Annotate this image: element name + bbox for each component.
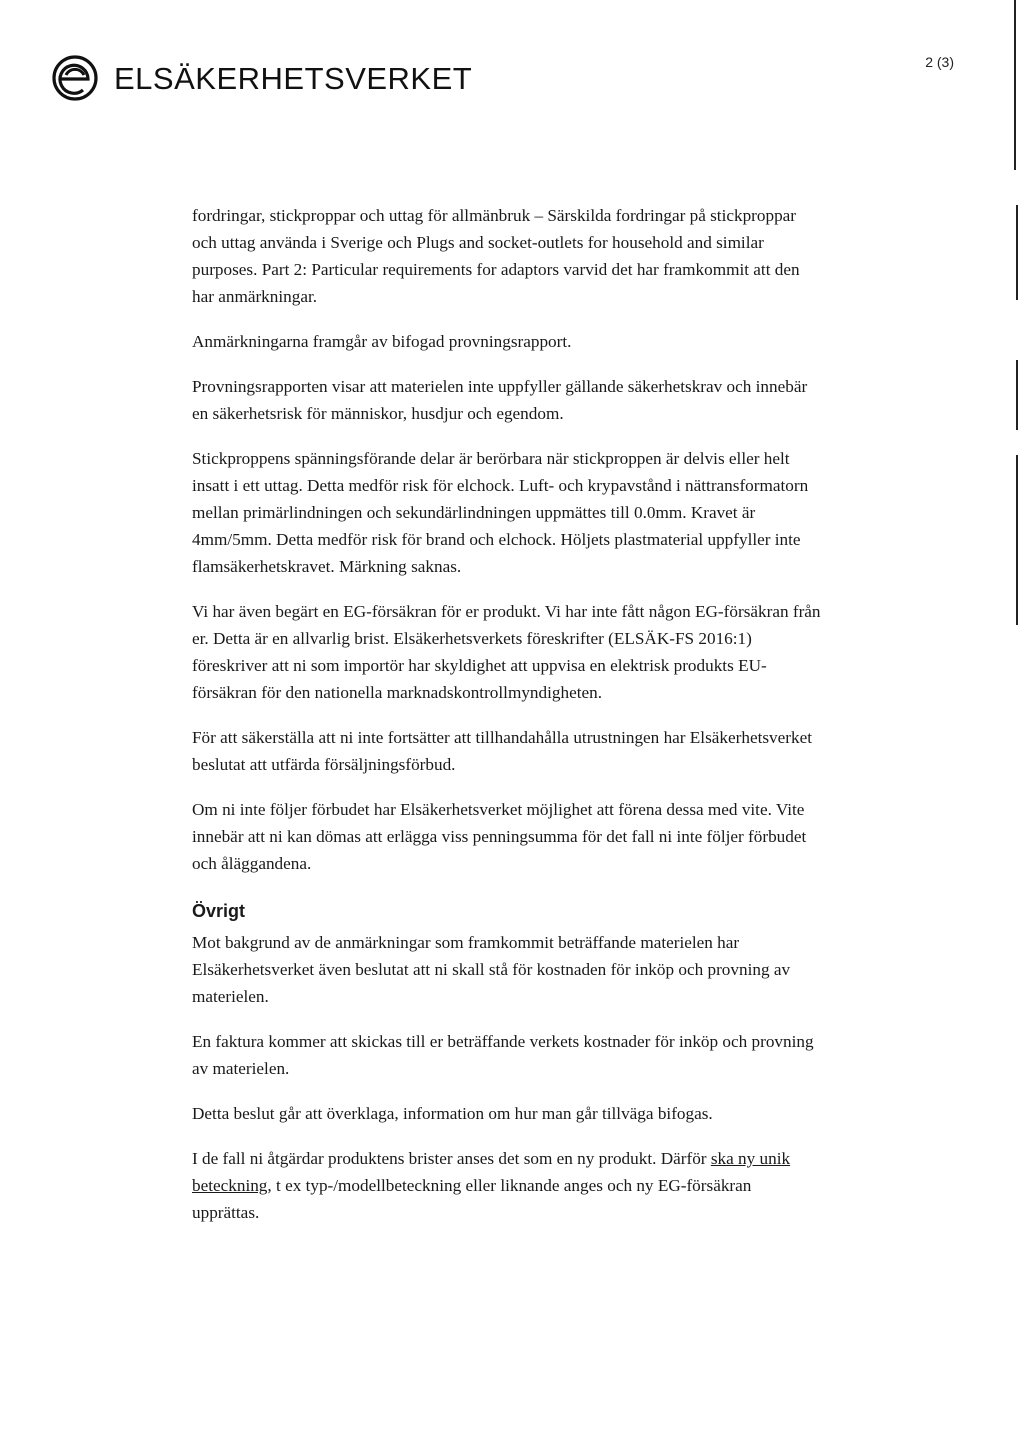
scan-edge-line: [1016, 360, 1018, 430]
paragraph: Anmärkningarna framgår av bifogad provningsrapport.: [192, 332, 572, 351]
page-number: 2 (3): [925, 54, 954, 70]
paragraph: Stickproppens spänningsförande delar är berörbara när stickproppen är delvis eller helt insatt i ett uttag. Detta medför risk för elchock. Luft- och krypavstånd i nättransformatorn mellan primärlindningen och sekundärlindningen uppmättes till 0.0mm. Kravet är 4mm/5mm. Detta medför risk för brand och elchock. Höljets plastmaterial uppfyller inte flamsäkerhetskravet. Märkning saknas.: [192, 449, 809, 576]
elsakerhetsverket-logo-icon: [50, 53, 100, 103]
paragraph: Provningsrapporten visar att materielen inte uppfyller gällande säkerhetskrav och innebär en säkerhetsrisk för människor, husdjur och egendom.: [192, 377, 808, 423]
scan-edge-line: [1014, 0, 1016, 170]
letter-body: [192, 202, 822, 1244]
text-run: , t ex typ-/modellbeteckning eller liknande anges och ny EG-försäkran upprättas.: [192, 1176, 752, 1222]
paragraph: För att säkerställa att ni inte fortsätter att tillhandahålla utrustningen har Elsäkerhetsverket beslutat att utfärda försäljningsförbud.: [192, 728, 812, 774]
paragraph: Detta beslut går att överklaga, information om hur man går tillväga bifogas.: [192, 1104, 713, 1123]
document-header: [50, 52, 472, 104]
paragraph: Mot bakgrund av de anmärkningar som framkommit beträffande materielen har Elsäkerhetsverket även beslutat att ni skall stå för kostnaden för inköp och provning av materielen.: [192, 933, 791, 1006]
scan-edge-line: [1016, 205, 1018, 300]
paragraph: Vi har även begärt en EG-försäkran för er produkt. Vi har inte fått någon EG-försäkran från er. Detta är en allvarlig brist. Elsäkerhetsverkets föreskrifter (ELSÄK-FS 2016:1) föreskriver att ni som importör har skyldighet att uppvisa en elektrisk produkts EU-försäkran för den nationella marknadskontrollmyndigheten.: [192, 602, 821, 702]
organization-name: ELSÄKERHETSVERKET: [114, 60, 473, 96]
scan-edge-line: [1016, 455, 1018, 625]
underlined-text: ska ny unik beteckning: [192, 1149, 791, 1195]
section-heading: Övrigt: [192, 901, 246, 921]
paragraph: Om ni inte följer förbudet har Elsäkerhetsverket möjlighet att förena dessa med vite. Vite innebär att ni kan dömas att erlägga viss penningsumma för det fall ni inte följer förbudet och åläggandena.: [192, 800, 807, 873]
paragraph: fordringar, stickproppar och uttag för allmänbruk – Särskilda fordringar på stickproppar och uttag använda i Sverige och Plugs and socket-outlets for household and similar purposes. Part 2: Particular requirements for adaptors varvid det har framkommit att den har anmärkningar.: [192, 206, 800, 306]
paragraph: En faktura kommer att skickas till er beträffande verkets kostnader för inköp och provning av materielen.: [192, 1032, 814, 1078]
final-paragraph: [192, 1145, 822, 1226]
text-run: I de fall ni åtgärdar produktens brister anses det som en ny produkt. Därför: [192, 1149, 711, 1168]
